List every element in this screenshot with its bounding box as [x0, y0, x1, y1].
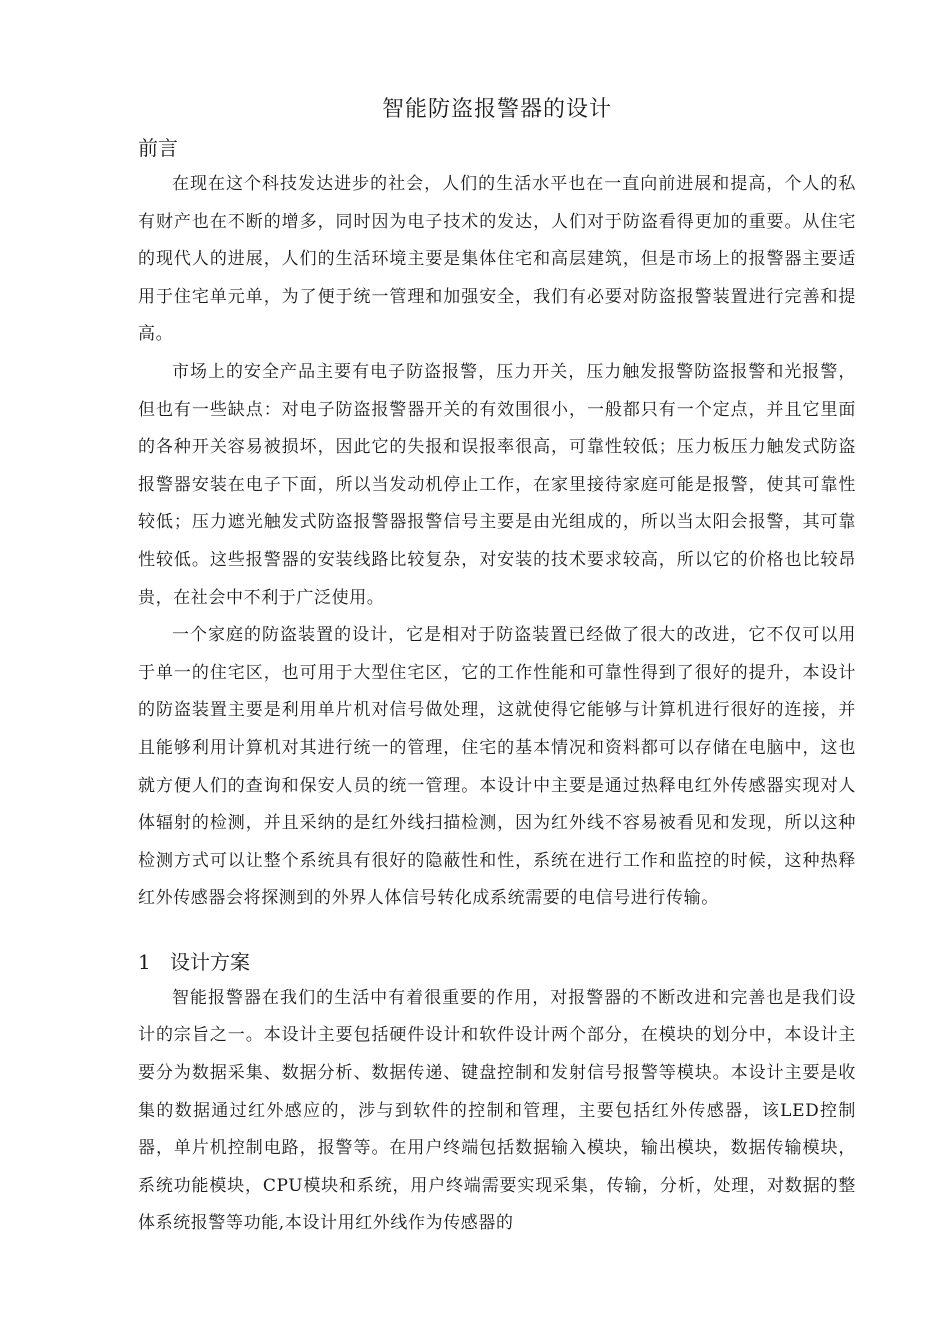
preface-heading: 前言	[138, 136, 178, 160]
section-1-heading	[138, 944, 856, 980]
section-1-number: 1	[138, 949, 151, 974]
preface-paragraph-3: 一个家庭的防盗装置的设计，它是相对于防盗装置已经做了很大的改进，它不仅可以用于单一的住宅区，也可用于大型住宅区，它的工作性能和可靠性得到了很好的提升，本设计的防盗装置主要是利用单片机对信号做处理，这就使得它能够与计算机进行很好的连接，并且能够利用计算机对其进行统一的管理，住宅的基本情况和资料都可以存储在电脑中，这也就方便人们的查询和保安人员的统一管理。本设计中主要是通过热释电红外传感器实现对人体辐射的检测，并且采纳的是红外线扫描检测，因为红外线不容易被看见和发现，所以这种检测方式可以让整个系统具有很好的隐蔽性和性，系统在进行工作和监控的时候，这种热释红外传感器会将探测到的外界人体信号转化成系统需要的电信号进行传输。	[138, 625, 856, 909]
section-spacer	[138, 918, 856, 944]
section-1-title: 设计方案	[170, 949, 250, 974]
document-title: 智能防盗报警器的设计	[381, 97, 612, 122]
section-1-paragraph-1: 智能报警器在我们的生活中有着很重要的作用，对报警器的不断改进和完善也是我们设计的宗旨之一。本设计主要包括硬件设计和软件设计两个部分，在模块的划分中，本设计主要分为数据采集、数据分析、数据传递、键盘控制和发射信号报警等模块。本设计主要是收集的数据通过红外感应的，涉与到软件的控制和管理，主要包括红外传感器，该LED控制器，单片机控制电路，报警等。在用户终端包括数据输入模块，输出模块，数据传输模块，系统功能模块，CPU模块和系统，用户终端需要实现采集，传输，分析，处理，对数据的整体系统报警等功能,本设计用红外线作为传感器的	[138, 987, 856, 1234]
preface-paragraph-2: 市场上的安全产品主要有电子防盗报警，压力开关，压力触发报警防盗报警和光报警，但也有一些缺点：对电子防盗报警器开关的有效围很小，一般都只有一个定点，并且它里面的各种开关容易被损坏，因此它的失报和误报率很高，可靠性较低；压力板压力触发式防盗报警器安装在电子下面，所以当发动机停止工作，在家里接待家庭可能是报警，使其可靠性较低；压力遮光触发式防盗报警器报警信号主要是由光组成的，所以当太阳会报警，其可靠性较低。这些报警器的安装线路比较复杂，对安装的技术要求较高，所以它的价格也比较昂贵，在社会中不利于广泛使用。	[138, 361, 856, 608]
document-page	[138, 92, 856, 1243]
preface-paragraph-1: 在现在这个科技发达进步的社会，人们的生活水平也在一直向前进展和提高，个人的私有财产也在不断的增多，同时因为电子技术的发达，人们对于防盗看得更加的重要。从住宅的现代人的进展，人们的生活环境主要是集体住宅和高层建筑，但是市场上的报警器主要适用于住宅单元单，为了便于统一管理和加强安全，我们有必要对防盗报警装置进行完善和提高。	[138, 174, 856, 345]
